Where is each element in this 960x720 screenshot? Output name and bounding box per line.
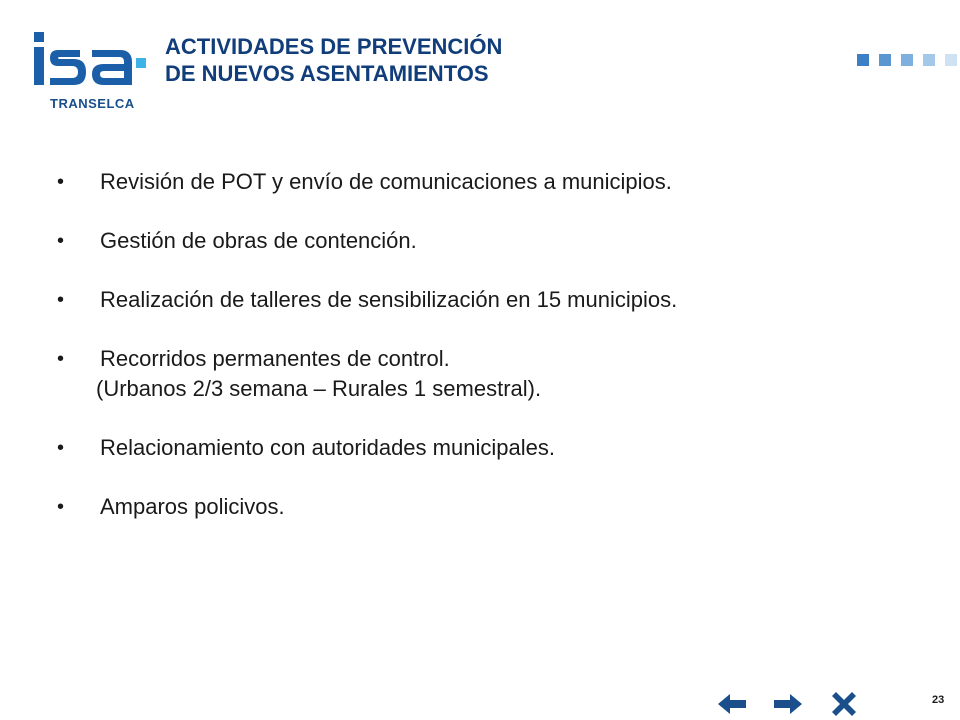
decorative-squares <box>857 54 957 66</box>
bullet-glyph: • <box>57 230 65 252</box>
decor-square <box>857 54 869 66</box>
bullet-glyph: • <box>57 171 65 193</box>
list-item <box>57 347 917 401</box>
close-icon <box>832 692 856 716</box>
arrow-right-icon <box>772 692 804 716</box>
list-item <box>57 495 917 519</box>
bullet-text: Revisión de POT y envío de comunicaciones a municipios. <box>100 169 672 194</box>
decor-square <box>923 54 935 66</box>
bullet-glyph: • <box>57 289 65 311</box>
slide-title-line-2: DE NUEVOS ASENTAMIENTOS <box>165 61 489 86</box>
bullet-glyph: • <box>57 437 65 459</box>
isa-transelca-logo <box>28 28 158 128</box>
logo-subtitle: TRANSELCA <box>50 96 135 111</box>
bullet-text: Recorridos permanentes de control. <box>100 346 450 371</box>
bullet-text: Gestión de obras de contención. <box>100 228 417 253</box>
list-item <box>57 288 917 312</box>
bullet-glyph: • <box>57 348 65 370</box>
list-item <box>57 436 917 460</box>
list-item <box>57 229 917 253</box>
close-button[interactable] <box>827 690 861 718</box>
bullet-text: Realización de talleres de sensibilización en 15 municipios. <box>100 287 678 312</box>
decor-square <box>945 54 957 66</box>
decor-square <box>879 54 891 66</box>
bullet-list <box>57 170 917 554</box>
bullet-text: Relacionamiento con autoridades municipales. <box>100 435 555 460</box>
forward-button[interactable] <box>771 690 805 718</box>
list-item <box>57 170 917 194</box>
page-number: 23 <box>932 694 945 706</box>
slide-title-line-1: ACTIVIDADES DE PREVENCIÓN <box>165 34 503 59</box>
slide-navigation <box>715 690 861 718</box>
bullet-glyph: • <box>57 496 65 518</box>
arrow-left-icon <box>716 692 748 716</box>
back-button[interactable] <box>715 690 749 718</box>
isa-logo-mark <box>28 28 158 94</box>
bullet-text: Amparos policivos. <box>100 494 285 519</box>
bullet-subtext: (Urbanos 2/3 semana – Rurales 1 semestral). <box>96 376 542 401</box>
decor-square <box>901 54 913 66</box>
slide-title <box>165 33 685 87</box>
